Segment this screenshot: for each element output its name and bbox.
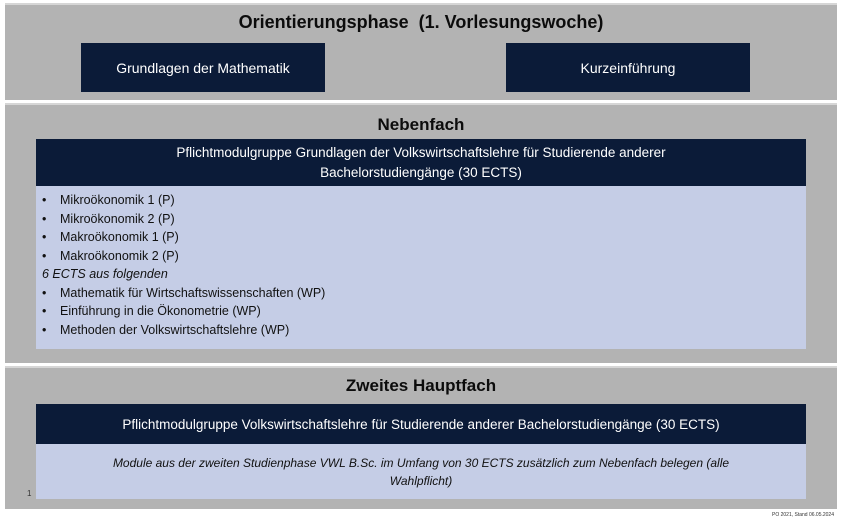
bullet-icon: • (42, 285, 47, 300)
bullet-icon: • (42, 193, 47, 207)
bullet-icon: • (42, 248, 47, 263)
list-item: • Mikroökonomik 2 (P) (36, 210, 806, 229)
short-introduction-box (506, 43, 750, 92)
list-item: • Makroökonomik 1 (P) (36, 228, 806, 247)
minor-subject-section (5, 103, 837, 363)
page-number: 1 (27, 489, 32, 498)
orientation-title: Orientierungsphase (1. Vorlesungswoche) (238, 12, 604, 32)
elective-module-list (36, 284, 806, 340)
minor-header-line-1: Pflichtmodulgruppe Grundlagen der Volkswirtschaftslehre für Studierende anderer (176, 144, 666, 160)
list-item: • Methoden der Volkswirtschaftslehre (WP) (36, 321, 806, 340)
second-major-section (5, 366, 837, 509)
elective-note: 6 ECTS aus folgenden (42, 267, 168, 281)
list-item: • Makroökonomik 2 (P) (36, 247, 806, 266)
minor-header-line-2: Bachelorstudiengänge (30 ECTS) (320, 164, 522, 180)
bullet-icon: • (42, 322, 47, 337)
bullet-icon: • (42, 230, 47, 244)
orientation-section (5, 3, 837, 100)
mandatory-module-list (36, 191, 806, 265)
list-item: • Einführung in die Ökonometrie (WP) (36, 302, 806, 321)
list-item: • Mikroökonomik 1 (P) (36, 191, 806, 210)
second-major-note-box (36, 444, 806, 499)
mathematics-basics-label: Grundlagen der Mathematik (116, 59, 290, 76)
second-major-module-group-header (36, 404, 806, 444)
list-item: • Mathematik für Wirtschaftswissenschaften (WP) (36, 284, 806, 303)
second-major-title: Zweites Hauptfach (345, 376, 497, 395)
bullet-icon: • (42, 211, 47, 226)
minor-module-list-box (36, 186, 806, 349)
short-introduction-label: Kurzeinführung (580, 59, 676, 76)
second-major-note-line-1: Module aus der zweiten Studienphase VWL B.Sc. im Umfang von 30 ECTS zusätzlich zum Nebenfach belegen (alle (112, 455, 730, 470)
minor-subject-title: Nebenfach (377, 115, 465, 134)
minor-module-group-header (36, 139, 806, 186)
second-major-header-label: Pflichtmodulgruppe Volkswirtschaftslehre für Studierende anderer Bachelorstudiengänge (30 ECTS) (122, 416, 720, 432)
mathematics-basics-box (81, 43, 325, 92)
footer-stand-note: PO 2021, Stand 06.05.2024 (772, 512, 834, 518)
second-major-note-line-2: Wahlpflicht) (389, 473, 453, 488)
bullet-icon: • (42, 304, 47, 318)
